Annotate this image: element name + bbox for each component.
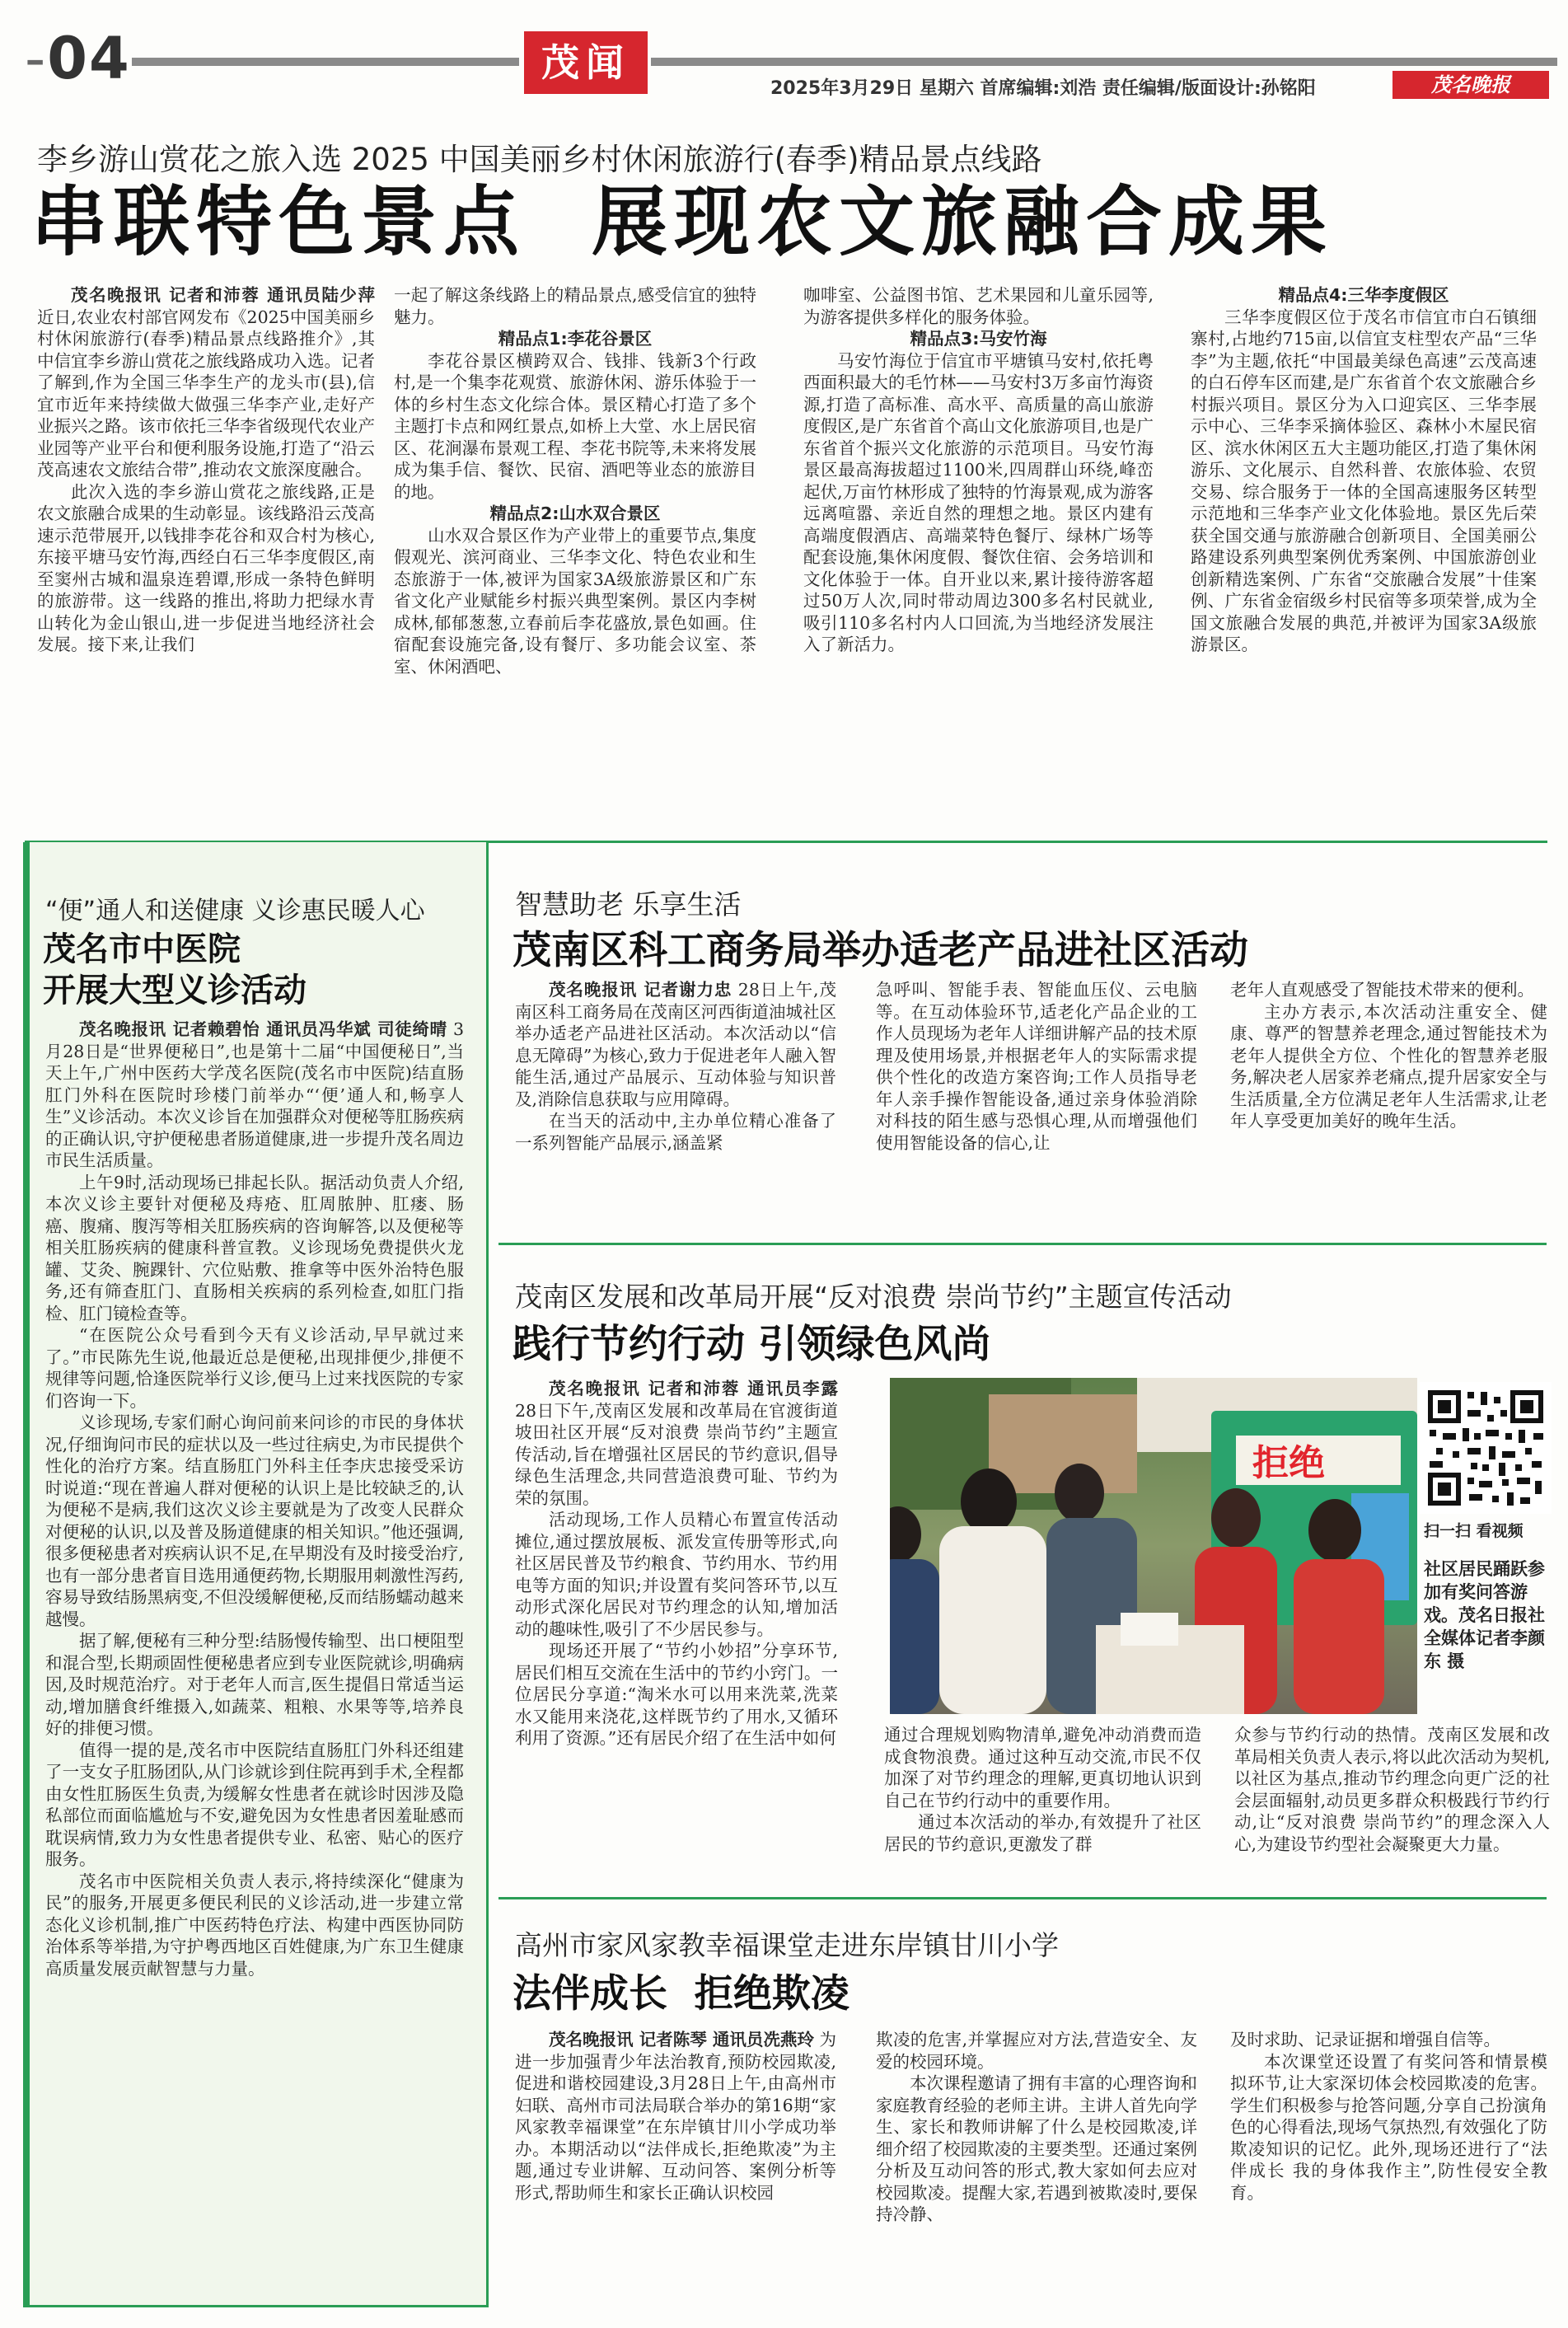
subheading: 精品点1:李花谷景区 xyxy=(498,329,653,349)
subheading: 精品点3:马安竹海 xyxy=(910,329,1047,349)
paragraph: 马安竹海位于信宜市平塘镇马安村,依托粤西面积最大的毛竹林——马安村3万多亩竹海资源,打造了高标准、高水平、高质量的高山旅游度假区,是广东省首个高山文化旅游项目,也是广东省首个振兴文化旅游的示范项目。马安竹海景区最高海拔超过1100米,四周群山环绕,峰峦起伏,万亩竹林形成了独特的竹海景观,成为游客远离喧嚣、亲近自然的理想之地。景区内建有高端度假酒店、高端菜特色餐厅、绿林广场等配套设施,集休闲度假、餐饮住宿、会务培训和文化体验于一体。自开业以来,累计接待游客超过50万人次,同时带动周边300多名村民就业,吸引110多名村内人口回流,为当地经济发展注入了新活力。 xyxy=(803,350,1154,654)
paragraph: 及时求助、记录证据和增强自信等。 xyxy=(1230,2030,1500,2049)
story3-kicker: 茂南区发展和改革局开展“反对浪费 崇尚节约”主题宣传活动 xyxy=(515,1281,1232,1313)
byline: 茂名晚报讯 记者陈琴 通讯员冼燕玲 xyxy=(549,2030,814,2049)
story4-headline: 法伴成长 拒绝欺凌 xyxy=(513,1971,850,2017)
story2-col-3 xyxy=(1230,979,1547,1132)
paragraph: 在当天的活动中,主办单位精心准备了一系列智能产品展示,涵盖紧 xyxy=(515,1111,836,1153)
lead-col-1 xyxy=(37,284,375,656)
subheading: 精品点4:三华李度假区 xyxy=(1278,285,1449,305)
paragraph: 活动现场,工作人员精心布置宣传活动摊位,通过摆放展板、派发宣传册等形式,向社区居民普及节约粮食、节约用水、节约用电等方面的知识;并设置有奖问答环节,以互动形式深化居民对节约理念的认知,增加活动的趣味性,吸引了不少居民参与。 xyxy=(515,1510,838,1639)
story3-col-3 xyxy=(1234,1724,1550,1855)
paragraph: 本次课堂还设置了有奖问答和情景模拟环节,让大家深切体会校园欺凌的危害。学生们积极参与抢答问题,分享自己扮演角色的心得看法,现场气氛热烈,有效强化了防欺凌知识的记忆。此外,现场还进行了“法伴成长 我的身体我作主”,防性侵安全教育。 xyxy=(1230,2051,1547,2203)
left-story-headline-2: 开展大型义诊活动 xyxy=(43,972,307,1009)
story4-col-3 xyxy=(1230,2029,1547,2204)
paragraph: 李花谷景区横跨双合、钱排、钱新3个行政村,是一个集李花观赏、旅游休闲、游乐体验于一体的乡村生态文化综合体。景区精心打造了多个主题打卡点和网红景点,如桥上大堂、水上居民宿区、花涧瀑布景观工程、李花书院等,未来将发展成为集手信、餐饮、民宿、酒吧等业态的旅游目的地。 xyxy=(394,350,756,502)
paragraph: 值得一提的是,茂名市中医院结直肠肛门外科还组建了一支女子肛肠团队,从门诊就诊到住院再到手术,全程都由女性肛肠医生负责,为缓解女性患者在就诊时因涉及隐私部位而面临尴尬与不安,避免因为女性患者因羞耻感而耽误病情,致力为女性患者提供专业、私密、贴心的医疗服务。 xyxy=(45,1740,464,1869)
paragraph: 茂名市中医院相关负责人表示,将持续深化“健康为民”的服务,开展更多便民利民的义诊活动,进一步建立常态化义诊机制,推广中医药特色疗法、构建中西医协同防治体系等举措,为守护粤西地区百姓健康,为广东卫生健康高质量发展贡献智慧与力量。 xyxy=(45,1871,464,1979)
story4-kicker: 高州市家风家教幸福课堂走进东岸镇甘川小学 xyxy=(515,1929,1059,1961)
story4-col-1 xyxy=(515,2029,836,2204)
story3-col-1 xyxy=(515,1378,838,1750)
story3-col-2 xyxy=(884,1724,1201,1855)
paragraph: 咖啡室、公益图书馆、艺术果园和儿童乐园等,为游客提供多样化的服务体验。 xyxy=(803,285,1154,327)
paragraph: 上午9时,活动现场已排起长队。据活动负责人介绍,本次义诊主要针对便秘及痔疮、肛周脓肿、肛瘘、肠癌、腹痛、腹泻等相关肛肠疾病的咨询解答,以及便秘等相关肛肠疾病的健康科普宣教。义诊现场免费提供火龙罐、艾灸、腕踝针、穴位贴敷、推拿等中医外治特色服务,还有筛查肛门、直肠相关疾病的系列检查,如肛门指检、肛门镜检查等。 xyxy=(45,1172,464,1323)
paragraph: 主办方表示,本次活动注重安全、健康、尊严的智慧养老理念,通过智能技术为老年人提供全方位、个性化的智慧养老服务,解决老人居家养老痛点,提升居家安全与生活质量,全方位满足老年人生活需求,让老年人享受更加美好的晚年生活。 xyxy=(1230,1001,1547,1131)
masthead-date-line: 2025年3月29日 星期六 首席编辑:刘浩 责任编辑/版面设计:孙铭阳 xyxy=(770,78,1316,99)
separator-rule xyxy=(498,1243,1547,1245)
masthead-gray-rule-right xyxy=(651,58,1557,66)
story2-headline: 茂南区科工商务局举办适老产品进社区活动 xyxy=(513,928,1248,973)
paragraph: 老年人直观感受了智能技术带来的便利。 xyxy=(1230,980,1534,1000)
byline: 茂名晚报讯 记者谢力忠 xyxy=(549,980,733,1000)
qr-caption: 扫一扫 看视频 xyxy=(1424,1522,1524,1540)
subheading: 精品点2:山水双合景区 xyxy=(489,504,661,523)
lead-headline: 串联特色景点 展现农文旅融合成果 xyxy=(31,178,1334,266)
separator-rule xyxy=(498,1897,1547,1899)
event-photo xyxy=(890,1378,1417,1714)
paragraph: 义诊现场,专家们耐心询问前来问诊的市民的身体状况,仔细询问市民的症状以及一些过往病史,为市民提供个性化的治疗方案。结直肠肛门外科主任李庆忠接受采访时说道:“现在普遍人群对便秘的认识上是比较缺乏的,认为便秘不是病,我们这次义诊主要就是为了改变人民群众对便秘的认识,以及普及肠道健康的相关知识。”他还强调,很多便秘患者对疾病认识不足,在早期没有及时接受治疗,也有一部分患者盲目选用通便药物,长期服用刺激性泻药,容易导致结肠黑病变,不但没缓解便秘,反而结肠蠕动越来越慢。 xyxy=(45,1412,464,1629)
paragraph: 据了解,便秘有三种分型:结肠慢传输型、出口梗阻型和混合型,长期顽固性便秘患者应到专业医院就诊,明确病因,及时规范治疗。对于老年人而言,医生提倡日常适当运动,增加膳食纤维摄入,如蔬菜、粗粮、水果等等,培养良好的排便习惯。 xyxy=(45,1631,464,1738)
paragraph: 28日下午,茂南区发展和改革局在官渡街道坡田社区开展“反对浪费 崇尚节约”主题宣传活动,旨在增强社区居民的节约意识,倡导绿色生活理念,共同营造浪费可耻、节约为荣的氛围。 xyxy=(515,1400,838,1508)
lead-col-2 xyxy=(394,284,756,677)
qr-code[interactable] xyxy=(1420,1382,1552,1514)
paragraph: 急呼叫、智能手表、智能血压仪、云电脑等。在互动体验环节,适老化产品企业的工作人员现场为老年人详细讲解产品的技术原理及使用场景,并根据老年人的实际需求提供个性化的改造方案咨询;工作人员指导老年人亲手操作智能设备,通过亲身体验消除对科技的陌生感与恐惧心理,从而增强他们使用智能设备的信心,让 xyxy=(876,980,1197,1153)
logo-text: 茂名晚报 xyxy=(1431,73,1510,96)
paragraph: 为进一步加强青少年法治教育,预防校园欺凌,促进和谐校园建设,3月28日上午,由高州市妇联、高州市司法局联合举办的第16期“家风家教幸福课堂”在东岸镇甘川小学成功举办。本期活动以“法伴成长,拒绝欺凌”为主题,通过专业讲解、互动问答、案例分析等形式,帮助师生和家长正确认识校园 xyxy=(515,2030,836,2203)
story2-kicker: 智慧助老 乐享生活 xyxy=(515,888,742,920)
paragraph: 一起了解这条线路上的精品景点,感受信宜的独特魅力。 xyxy=(394,285,756,327)
paragraph: 三华李度假区位于茂名市信宜市白石镇细寨村,占地约715亩,以信宜支柱型农产品“三华李”为主题,依托“中国最美绿色高速”云茂高速的白石停车区而建,是广东省首个农文旅融合乡村振兴项目。景区分为入口迎宾区、三华李展示中心、三华李采摘体验区、森林小木屋民宿区、滨水休闲区五大主题功能区,打造了集休闲游乐、文化展示、自然科普、农旅体验、农贸交易、综合服务于一体的全国高速服务区转型示范地和三华李产业文化体验地。景区先后荣获全国交通与旅游融合创新项目、全国美丽公路建设系列典型案例优秀案例、中国旅游创业创新精选案例、广东省“交旅融合发展”十佳案例、广东省金宿级乡村民宿等多项荣誉,成为全国文旅融合发展的典范,并被评为国家3A级旅游景区。 xyxy=(1191,307,1537,654)
lead-col-4 xyxy=(1191,284,1537,656)
page-number: -04 xyxy=(25,25,131,92)
story2-col-2 xyxy=(876,979,1197,1154)
lead-byline: 茂名晚报讯 记者和沛蓉 通讯员陆少萍 xyxy=(71,285,375,305)
photo-caption: 社区居民踊跃参加有奖问答游戏。茂名日报社全媒体记者李颜东 摄 xyxy=(1424,1559,1545,1671)
byline: 茂名晚报讯 记者赖碧怡 通讯员冯华斌 司徒绮晴 xyxy=(79,1019,447,1039)
lead-kicker: 李乡游山赏花之旅入选 2025 中国美丽乡村休闲旅游行(春季)精品景点线路 xyxy=(37,142,1042,177)
left-story-kicker: “便”通人和送健康 义诊惠民暖人心 xyxy=(45,897,425,925)
paragraph: “在医院公众号看到今天有义诊活动,早早就过来了。”市民陈先生说,他最近总是便秘,出现排便少,排便不规律等问题,恰逢医院举行义诊,便马上过来找医院的专家们咨询一下。 xyxy=(45,1325,464,1411)
event-photo-svg xyxy=(890,1378,1417,1714)
paragraph: 通过本次活动的举办,有效提升了社区居民的节约意识,更激发了群 xyxy=(884,1812,1201,1854)
left-story-body xyxy=(45,1019,464,1979)
section-title: 茂闻 xyxy=(541,40,630,85)
paragraph: 欺凌的危害,并掌握应对方法,营造安全、友爱的校园环境。 xyxy=(876,2030,1197,2072)
paragraph: 本次课程邀请了拥有丰富的心理咨询和家庭教育经验的老师主讲。主讲人首先向学生、家长和教师讲解了什么是校园欺凌,详细介绍了校园欺凌的主要类型。还通过案例分析及互动问答的形式,教大家如何去应对校园欺凌。提醒大家,若遇到被欺凌时,要保持冷静、 xyxy=(876,2073,1197,2224)
byline: 茂名晚报讯 记者和沛蓉 通讯员李露 xyxy=(549,1379,838,1398)
page-number-text: 04 xyxy=(47,25,131,92)
left-story-headline-1: 茂名市中医院 xyxy=(43,930,241,968)
qr-code-svg xyxy=(1420,1382,1552,1514)
paragraph: 通过合理规划购物清单,避免冲动消费而造成食物浪费。通过这种互动交流,市民不仅加深了对节约理念的理解,更真切地认识到自己在节约行动中的重要作用。 xyxy=(884,1725,1201,1810)
story2-col-1 xyxy=(515,979,836,1154)
paragraph: 山水双合景区作为产业带上的重要节点,集度假观光、滨河商业、三华李文化、特色农业和生态旅游于一体,被评为国家3A级旅游景区和广东省文化产业赋能乡村振兴典型案例。景区内李树成林,郁郁葱葱,立春前后李花盛放,景色如画。住宿配套设施完备,设有餐厅、多功能会议室、茶室、休闲酒吧、 xyxy=(394,525,756,677)
paragraph: 3月28日是“世界便秘日”,也是第十二届“中国便秘日”,当天上午,广州中医药大学茂名医院(茂名市中医院)结直肠肛门外科在医院时珍楼门前举办“‘便’通人和,畅享人生”义诊活动。本次义诊旨在加强群众对便秘等肛肠疾病的正确认识,守护便秘患者肠道健康,进一步提升茂名周边市民生活质量。 xyxy=(45,1019,464,1170)
lead-col-3 xyxy=(803,284,1154,656)
paragraph: 此次入选的李乡游山赏花之旅线路,正是农文旅融合成果的生动彰显。该线路沿云茂高速示范带展开,以钱排李花谷和双合村为核心,东接平塘马安竹海,西经白石三华李度假区,南至窦州古城和温泉连碧谭,形成一条特色鲜明的旅游带。这一线路的推出,将助力把绿水青山转化为金山银山,进一步促进当地经济社会发展。接下来,让我们 xyxy=(37,481,375,654)
masthead-gray-rule xyxy=(132,58,519,66)
paragraph: 现场还开展了“节约小妙招”分享环节,居民们相互交流在生活中的节约小窍门。一位居民分享道:“淘米水可以用来洗菜,洗菜水又能用来浇花,这样既节约了用水,又循环利用了资源。”还有居民介绍了在生活中如何 xyxy=(515,1641,838,1748)
section-badge xyxy=(524,31,648,94)
story3-headline: 践行节约行动 引领绿色风尚 xyxy=(513,1322,991,1367)
paragraph: 28日上午,茂南区科工商务局在茂南区河西街道油城社区举办适老产品进社区活动。本次活动以“信息无障碍”为核心,致力于促进老年人融入智能生活,通过产品展示、互动体验与知识普及,消除信息获取与应用障碍。 xyxy=(515,980,836,1109)
photo-sign-text: 拒绝 xyxy=(1252,1442,1325,1484)
paragraph: 众参与节约行动的热情。茂南区发展和改革局相关负责人表示,将以此次活动为契机,以社区为基点,推动节约理念向更广泛的社会层面辐射,动员更多群众积极践行节约行动,让“反对浪费 崇尚节约”的理念深入人心,为建设节约型社会凝聚更大力量。 xyxy=(1234,1725,1550,1854)
story4-col-2 xyxy=(876,2029,1197,2226)
newspaper-logo xyxy=(1392,71,1549,99)
paragraph: 近日,农业农村部官网发布《2025中国美丽乡村休闲旅游行(春季)精品景点线路推介》,其中信宜李乡游山赏花之旅线路成功入选。记者了解到,作为全国三华李生产的龙头市(县),信宜市近年来持续做大做强三华李产业,走好产业振兴之路。该市依托三华李省级现代农业产业园等产业平台和便利服务设施,打造了“沿云茂高速农文旅结合带”,推动农文旅深度融合。 xyxy=(37,307,375,480)
